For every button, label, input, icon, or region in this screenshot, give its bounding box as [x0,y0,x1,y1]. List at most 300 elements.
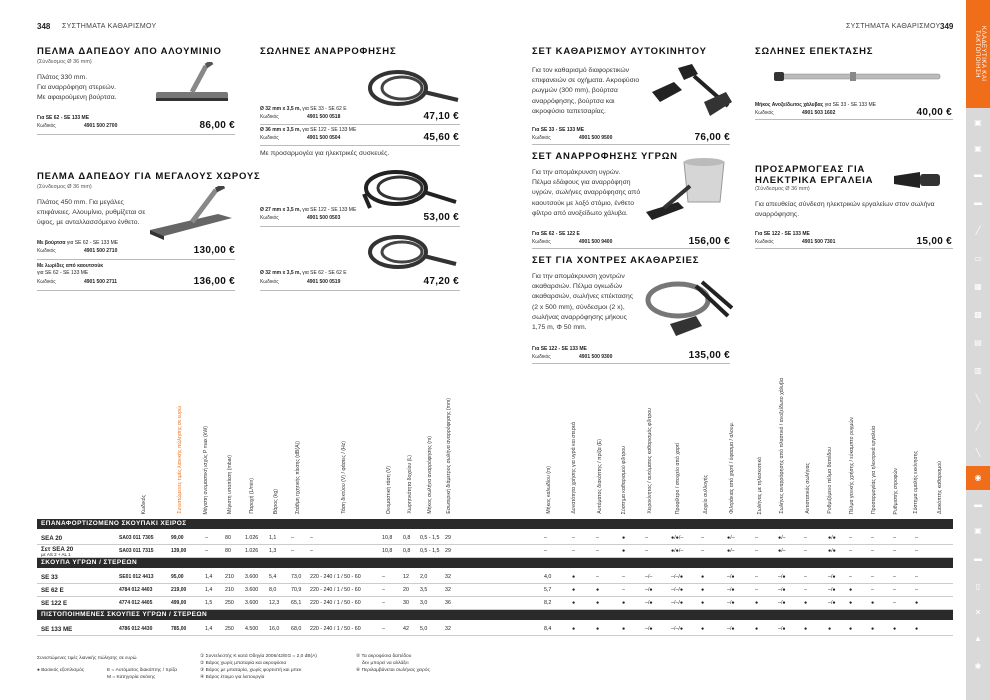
table-cell: – [382,587,385,593]
table-model-price: 95,00 [171,574,184,580]
hose-4-price: 47,20 € [423,276,459,287]
adapter-compat: Για SE 122 - SE 133 ME [755,231,810,237]
table-cell: ● [701,574,705,580]
table-cell: 10,8 [382,548,393,554]
sidebar-hedge-icon[interactable]: ▭ [974,254,982,263]
table-cell: 250 [225,600,234,606]
table-cell: ●/– [778,535,786,541]
sidebar-category-tab[interactable] [966,0,990,108]
large-nozzle-rubber-price: 136,00 € [193,276,235,287]
hose-2-compat: Ø 36 mm x 3,5 m, για SE 122 - SE 133 ME [260,127,357,133]
table-cell: ● [572,587,576,593]
table-header-col: Σύστημα ομαλής εκκίνησης [913,451,919,514]
table-section-title: ΕΠΑΝΑΦΟΡΤΙΖΟΜΕΝΟ ΣΚΟΥΠΑΚΙ ΧΕΙΡΟΣ [37,519,953,529]
table-header-col: Σωλήνες αναρρόφησης από πλαστικό / ανοξείδωτο χάλυβα [779,378,785,514]
table-header-col: Μέγιστη ονομαστική ισχύς P max (kW) [203,425,209,514]
table-cell: – [645,535,648,541]
ext-tubes-code: 4901 503 1602 [802,110,836,116]
table-header-col: Στάθμη ηχητικής πίεσης (dB(A)) [295,440,301,514]
alu-nozzle-code: 4901 500 2700 [84,123,118,129]
table-cell: – [622,587,625,593]
table-model-code: 4786 012 4430 [119,626,153,632]
wet-set-compat: Για SE 62 - SE 122 E [532,231,580,237]
table-cell: ● [622,535,626,541]
table-cell: 3,0 [420,600,428,606]
table-cell: ● [849,587,853,593]
table-cell: – [205,548,208,554]
sidebar-shredder-icon[interactable]: ▥ [974,366,982,375]
table-header-col: Σωλήνας με τηλεσκοπικό [757,456,763,514]
table-model-code: SE01 012 4413 [119,574,154,580]
table-cell: – [893,600,896,606]
table-cell: 1,4 [205,574,213,580]
table-header-col: Μήκος καλωδίου (m) [546,466,552,514]
hose-4-compat: Ø 32 mm x 3,5 m, για SE 62 - SE 62 E [260,270,347,276]
table-cell: – [871,587,874,593]
table-cell: –/–/● [671,626,684,632]
table-cell: 12 [403,574,409,580]
sidebar-tractor-icon[interactable]: ▩ [974,310,982,319]
table-cell: 4.500 [245,626,259,632]
footer-note-3: ③ Βάρος με μπαταρία, χωρίς φορτιστή και μπεκ [200,668,302,673]
table-cell: – [205,535,208,541]
coarse-set-code-label: Κωδικός [532,354,551,360]
table-header-col: Βάρος (kg) [273,488,279,514]
table-cell: 0,5 - 1,5 [420,548,440,554]
large-nozzle-rubber-compat: Με λωρίδες από καουτσούκ για SE 62 - SE 133 ME [37,263,104,276]
wet-set-description: Για την απομάκρυνση υγρών. Πέλμα εδάφους για αναρρόφηση υγρών, σωλήνες αναρρόφησης από καουτσούκ με λοξό στόμιο, ένθετο φίλτρο από ανοξείδωτο χάλυβα. [532,169,641,217]
table-cell: ● [622,600,626,606]
table-cell: – [804,574,807,580]
hose-3-code-label: Κωδικός [260,215,279,221]
table-cell: 5,4 [269,574,277,580]
table-cell: 4,0 [544,574,552,580]
table-cell: 10,8 [382,535,393,541]
divider [755,248,953,249]
car-set-title: ΣΕΤ ΚΑΘΑΡΙΣΜΟΥ ΑΥΤΟΚΙΝΗΤΟΥ [532,46,707,57]
table-cell: – [310,548,313,554]
table-header-col: Μήκος σωλήνα αναρρόφησης (m) [427,436,433,514]
table-cell: – [893,548,896,554]
table-cell: –/● [727,574,735,580]
table-cell: – [915,548,918,554]
table-row [37,584,953,597]
footer-note-1: ① Συντελεστής Κ κατά Οδηγία 2006/42/EG = 2,0 dB(A) [200,654,317,659]
table-cell: 2,0 [420,574,428,580]
hose-3-image [360,164,460,210]
wet-set-title: ΣΕΤ ΑΝΑΡΡΟΦΗΣΗΣ ΥΓΡΩΝ [532,151,678,162]
hose-3-compat: Ø 27 mm x 3,5 m, για SE 122 - SE 133 ME [260,207,357,213]
ext-tubes-price: 40,00 € [916,107,952,118]
table-cell: 1,4 [205,587,213,593]
table-cell: – [310,535,313,541]
table-cell: – [849,535,852,541]
table-cell: – [804,535,807,541]
table-cell: ●/– [727,548,735,554]
table-cell: – [755,548,758,554]
divider [260,145,460,146]
table-cell: ● [915,600,919,606]
large-nozzle-brush-code: 4901 500 2710 [84,248,118,254]
table-header-col: Χειροκίνητος / αυτόματος καθαρισμός φίλτρου [647,408,653,514]
table-header-col: Ρυθμιζόμενο πέλμα δαπέδου [827,447,833,514]
footer-note-5b: δεν μπορεί να αλλάξει [362,661,409,666]
table-cell: ● [915,626,919,632]
sidebar-chainsaw-icon[interactable]: ▬ [974,198,982,207]
hose-4-image [366,232,460,274]
table-cell: – [804,587,807,593]
divider [37,134,235,135]
table-cell: 8,4 [544,626,552,632]
table-cell: – [849,548,852,554]
adapter-code: 4901 500 7301 [802,239,836,245]
table-cell: – [755,587,758,593]
table-cell: 0,5 - 1,5 [420,535,440,541]
category-sidebar [966,0,990,700]
sidebar-blower-icon[interactable]: ▣ [974,118,982,127]
left-page-number: 348 [37,22,51,31]
table-cell: – [915,535,918,541]
table-cell: – [382,600,385,606]
table-cell: –/● [727,600,735,606]
table-cell: 36 [445,600,451,606]
large-nozzle-subtitle: (Σύνδεσμος Ø 36 mm) [37,184,92,190]
table-cell: ● [572,600,576,606]
table-cell: 65,1 [291,600,302,606]
coarse-set-title: ΣΕΤ ΓΙΑ ΧΟΝΤΡΕΣ ΑΚΑΘΑΡΣΙΕΣ [532,255,700,266]
ext-tubes-image [760,66,950,90]
large-nozzle-description: Πλάτος 450 mm. Για μεγάλες επιφάνειες. Αλουμίνιο, ρυθμίζεται σε ύψος, με ανταλλασσόμενο ένθετο. [37,199,146,227]
hose-1-image [366,66,462,110]
table-cell: 16,0 [269,626,280,632]
table-cell: –/● [645,600,653,606]
table-cell: –/● [828,574,836,580]
divider [260,226,460,227]
table-cell: 68,0 [291,626,302,632]
table-header-col: Παροχή (L/min) [249,478,255,514]
car-set-code-label: Κωδικός [532,135,551,141]
large-nozzle-brush-compat: Με βούρτσα για SE 62 - SE 133 ME [37,240,119,246]
footer-note-5: ⑤ Τα ακροφύσια δαπέδου [356,654,412,659]
table-cell: – [915,574,918,580]
sidebar-trimmer-icon[interactable]: ╱ [975,226,981,235]
coarse-set-compat: Για SE 122 - SE 133 ME [532,346,587,352]
footer-legend-m: M = Κατηγορία σκόνης [107,675,156,680]
table-model-price: 139,00 [171,548,187,554]
table-header-col: Εσωτερική διάμετρος σωλήνα αναρρόφησης (mm) [446,398,452,514]
table-cell: – [893,587,896,593]
table-cell: 210 [225,587,234,593]
sidebar-category-label: ΚΛΑΔΕΥΤΙΚΑ ΚΑΙ ΤΑΚΤΟΠΟΙΗΣΗ [974,26,986,82]
table-cell: –/● [778,600,786,606]
hose-4-code: 4901 500 0519 [307,279,341,285]
table-cell: ●/●/– [671,535,684,541]
table-cell: – [893,535,896,541]
table-cell: 1.026 [245,548,259,554]
table-cell: ● [871,600,875,606]
alu-nozzle-image [150,62,234,112]
table-cell: –/● [828,587,836,593]
hoses-title: ΣΩΛΗΝΕΣ ΑΝΑΡΡΟΦΗΣΗΣ [260,46,397,57]
table-header-col: Προσαρμογέας για ηλεκτρικά εργαλεία [871,425,877,514]
hoses-note: Με προσαρμογέα για ηλεκτρικές συσκευές. [260,150,390,157]
table-cell: ● [622,626,626,632]
table-header-col: Χωρητικότητα δοχείου (L) [407,455,413,514]
table-cell: – [291,535,294,541]
sidebar-pressure-washer-icon[interactable]: ▬ [974,500,982,509]
table-cell: 1.026 [245,535,259,541]
table-cell: – [544,548,547,554]
table-model-name: SEA 20 [41,535,63,542]
table-cell: 220 - 240 / 1 / 50 - 60 [310,587,361,593]
table-cell: 42 [403,626,409,632]
table-cell: ●/– [778,548,786,554]
large-nozzle-rubber-code: 4901 500 2711 [84,279,118,285]
table-cell: – [871,535,874,541]
table-cell: –/● [727,587,735,593]
table-cell: 1,1 [269,535,277,541]
table-cell: –/● [778,626,786,632]
table-cell: – [572,535,575,541]
table-cell: – [382,626,385,632]
table-cell: 32 [445,587,451,593]
divider [532,248,730,249]
ext-tubes-title: ΣΩΛΗΝΕΣ ΕΠΕΚΤΑΣΗΣ [755,46,874,57]
sidebar-vacuum-icon-active[interactable]: ◉ [966,466,990,490]
adapter-title: ΠΡΟΣΑΡΜΟΓΕΑΣ ΓΙΑ ΗΛΕΚΤΡΙΚΑ ΕΡΓΑΛΕΙΑ [755,164,874,187]
table-cell: 8,2 [544,600,552,606]
table-cell: ● [893,626,897,632]
table-row [37,545,953,558]
table-cell: –/● [778,574,786,580]
table-header-col: Ρυθμιστής στροφών [893,467,899,514]
table-cell: ● [828,626,832,632]
footer-note-2: ② Βάρος χωρίς μπαταρία και ακροφύσια [200,661,287,666]
coarse-set-description: Για την απομάκρυνση χοντρών ακαθαρσιών. Πέλμα ογκωδών ακαθαρσιών, σωλήνες επέκτασης (2 x 500 mm), σύνδεσμοι (2 x), σωλήνας αναρρόφησης μήκους 1,75 m, Φ 50 mm. [532,273,633,331]
table-model-name: SE 133 ME [41,626,73,633]
table-cell: ● [622,548,626,554]
table-header-col: Δυνατότητα χρήσης για υγρά και στερεά [571,422,577,514]
alu-nozzle-subtitle: (Σύνδεσμος Ø 36 mm) [37,59,92,65]
table-cell: ●/– [727,535,735,541]
table-cell: –/● [778,587,786,593]
hose-1-code: 4901 500 0518 [307,114,341,120]
alu-nozzle-compat: Για SE 62 - SE 133 ME [37,115,90,121]
adapter-price: 15,00 € [916,236,952,247]
table-cell: 220 - 240 / 1 / 50 - 60 [310,626,361,632]
table-cell: ● [572,574,576,580]
table-cell: – [596,535,599,541]
table-cell: ● [755,600,759,606]
right-header-title: ΣΥΣΤΗΜΑΤΑ ΚΑΘΑΡΙΣΜΟΥ [846,23,941,30]
footer-price-note: Συνιστώμενες τιμές λιανικής πώλησης σε ευρώ [37,656,137,661]
table-row [37,532,953,545]
sidebar-saw-icon[interactable]: ▬ [974,170,982,179]
table-model-code: SA03 011 7305 [119,535,154,541]
table-cell: – [871,574,874,580]
table-cell: ●/● [828,548,836,554]
hose-2-code-label: Κωδικός [260,135,279,141]
table-cell: 80 [225,535,231,541]
table-cell: ● [701,626,705,632]
table-row [37,571,953,584]
table-cell: ● [871,626,875,632]
wet-set-code-label: Κωδικός [532,239,551,245]
divider [37,259,235,260]
table-header-col: Συνιστώμενες τιμές λιανικής πώλησης σε ευρώ [177,406,183,514]
table-cell: – [915,587,918,593]
divider [532,144,730,145]
large-nozzle-rubber-code-label: Κωδικός [37,279,56,285]
sidebar-sprayer-icon[interactable]: ╲ [975,394,981,403]
large-nozzle-brush-code-label: Κωδικός [37,248,56,254]
table-header-col: Τάση δικτύου (V) / φάσεις / (Hz) [341,441,347,514]
table-cell: –/● [645,587,653,593]
divider [755,119,953,120]
table-cell: ● [849,600,853,606]
adapter-code-label: Κωδικός [755,239,774,245]
table-cell: ● [701,600,705,606]
table-model-code: SA03 011 7315 [119,548,154,554]
alu-nozzle-code-label: Κωδικός [37,123,56,129]
sidebar-pole-icon[interactable]: ╱ [975,422,981,431]
table-header-col: Δοχείο συλλογής [703,475,709,514]
divider [260,290,460,291]
ext-tubes-code-label: Κωδικός [755,110,774,116]
table-cell: 3,5 [420,587,428,593]
table-row [37,597,953,610]
large-nozzle-image [148,186,236,244]
alu-nozzle-description: Πλάτος 330 mm. Για αναρρόφηση στερεών. Με αφαιρούμενη βούρτσα. [37,74,117,102]
table-header-col: Σύστημα καθαρισμού φίλτρου [621,445,627,514]
sidebar-clothing-icon[interactable]: ▲ [974,634,982,643]
wet-set-price: 156,00 € [688,236,730,247]
sidebar-battery-icon[interactable]: ▯ [975,582,981,591]
left-header-title: ΣΥΣΤΗΜΑΤΑ ΚΑΘΑΡΙΣΜΟΥ [62,23,157,30]
sidebar-mower-icon[interactable]: ▦ [974,282,982,291]
table-cell: 70,9 [291,587,302,593]
table-model-name: SE 122 E [41,600,68,607]
table-cell: – [572,548,575,554]
table-header-col: Προφίλτρο / στοιχείο από χαρτί [675,442,681,514]
footer-legend-e: E = Αυτόματος διακόπτης / πρίζα [107,668,178,673]
table-cell: –/– [645,574,653,580]
table-cell: 5,0 [420,626,428,632]
table-header-col: Μέγιστη υποπίεση (mbar) [227,455,233,514]
sidebar-sweeper-icon[interactable]: ▣ [974,526,982,535]
table-cell: ● [804,626,808,632]
ext-tubes-compat: Μήκος Ανοξείδωτος χάλυβας για SE 33 - SE 133 ME [755,102,876,108]
table-cell: 220 - 240 / 1 / 50 - 60 [310,600,361,606]
table-model-price: 219,00 [171,587,187,593]
table-cell: 0,8 [403,535,411,541]
table-cell: – [701,535,704,541]
table-model-price: 785,00 [171,626,187,632]
wet-set-code: 4901 500 9400 [579,239,613,245]
hose-2-price: 45,60 € [423,132,459,143]
large-nozzle-title: ΠΕΛΜΑ ΔΑΠΕΔΟΥ ΓΙΑ ΜΕΓΑΛΟΥΣ ΧΩΡΟΥΣ [37,171,261,182]
table-section-title: ΠΙΣΤΟΠΟΙΗΜΕΝΕΣ ΣΚΟΥΠΕΣ ΥΓΡΩΝ / ΣΤΕΡΕΩΝ [37,610,953,620]
car-set-code: 4901 500 9500 [579,135,613,141]
wet-set-image [644,156,734,228]
table-cell: –/–/● [671,574,684,580]
adapter-subtitle: (Σύνδεσμος Ø 36 mm) [755,186,810,192]
coarse-set-image [640,276,734,340]
table-cell: 3.600 [245,574,259,580]
coarse-set-price: 135,00 € [688,350,730,361]
table-cell: –/–/● [671,587,684,593]
table-cell: – [871,548,874,554]
table-cell: – [645,548,648,554]
table-cell: 3.600 [245,600,259,606]
table-cell: ● [701,587,705,593]
table-header-col: Πέλμα γενικής χρήσης / εύκαμπτο ρυγμών [849,416,855,514]
divider [532,363,730,364]
table-model-code: 4774 012 4405 [119,600,153,606]
table-cell: – [291,548,294,554]
table-model-code: 4784 012 4403 [119,587,153,593]
table-cell: 32 [445,574,451,580]
table-cell: 12,3 [269,600,280,606]
table-cell: 8,0 [269,587,277,593]
table-cell: 32 [445,626,451,632]
table-cell: 220 - 240 / 1 / 50 - 60 [310,574,361,580]
sidebar-scarifier-icon[interactable]: ▤ [974,338,982,347]
footer-note-4: ④ Βάρος έτοιμο για λειτουργία [200,675,265,680]
hose-1-price: 47,10 € [423,111,459,122]
sidebar-accessories-icon[interactable]: ✱ [974,662,982,671]
table-cell: 0,8 [403,548,411,554]
car-set-image [648,62,734,124]
table-header-col: Κωδικός [141,494,147,514]
table-cell: 250 [225,626,234,632]
table-cell: ● [849,626,853,632]
table-cell: 29 [445,535,451,541]
table-header-col: Ονομαστική τάση (V) [386,465,392,514]
footer-note-6: ⑥ Περιλαμβάνεται σωλήνας χειρός [356,668,430,673]
hose-3-code: 4901 500 0503 [307,215,341,221]
table-section-title: ΣΚΟΥΠΑ ΥΓΡΩΝ / ΣΤΕΡΕΩΝ [37,558,953,568]
table-cell: 20 [403,587,409,593]
alu-nozzle-price: 86,00 € [199,120,235,131]
footer-legend-basic: ● Βασικός εξοπλισμός [37,668,85,673]
table-cell: – [596,574,599,580]
table-model-name: Σετ SEA 20 με AS 2 + AL 1 [41,546,74,557]
table-cell: ●/● [828,535,836,541]
divider [37,290,235,291]
table-cell: – [893,574,896,580]
table-cell: 3.600 [245,587,259,593]
sidebar-brush-icon[interactable]: ╲ [975,448,981,457]
coarse-set-code: 4901 500 9300 [579,354,613,360]
table-cell: – [849,574,852,580]
table-cell: 5,7 [544,587,552,593]
sidebar-sprayer2-icon[interactable]: ▬ [974,554,982,563]
sidebar-tools-icon[interactable]: ✕ [974,608,982,617]
table-model-name: SE 33 [41,574,58,581]
adapter-image [890,166,946,194]
table-cell: – [382,574,385,580]
car-set-price: 76,00 € [694,132,730,143]
table-cell: 73,0 [291,574,302,580]
table-cell: ● [755,626,759,632]
table-model-name: SE 62 E [41,587,64,594]
table-cell: – [596,548,599,554]
table-cell: ● [596,600,600,606]
sidebar-cleaner-icon[interactable]: ▣ [974,144,982,153]
table-cell: – [755,574,758,580]
table-cell: 1,3 [269,548,277,554]
